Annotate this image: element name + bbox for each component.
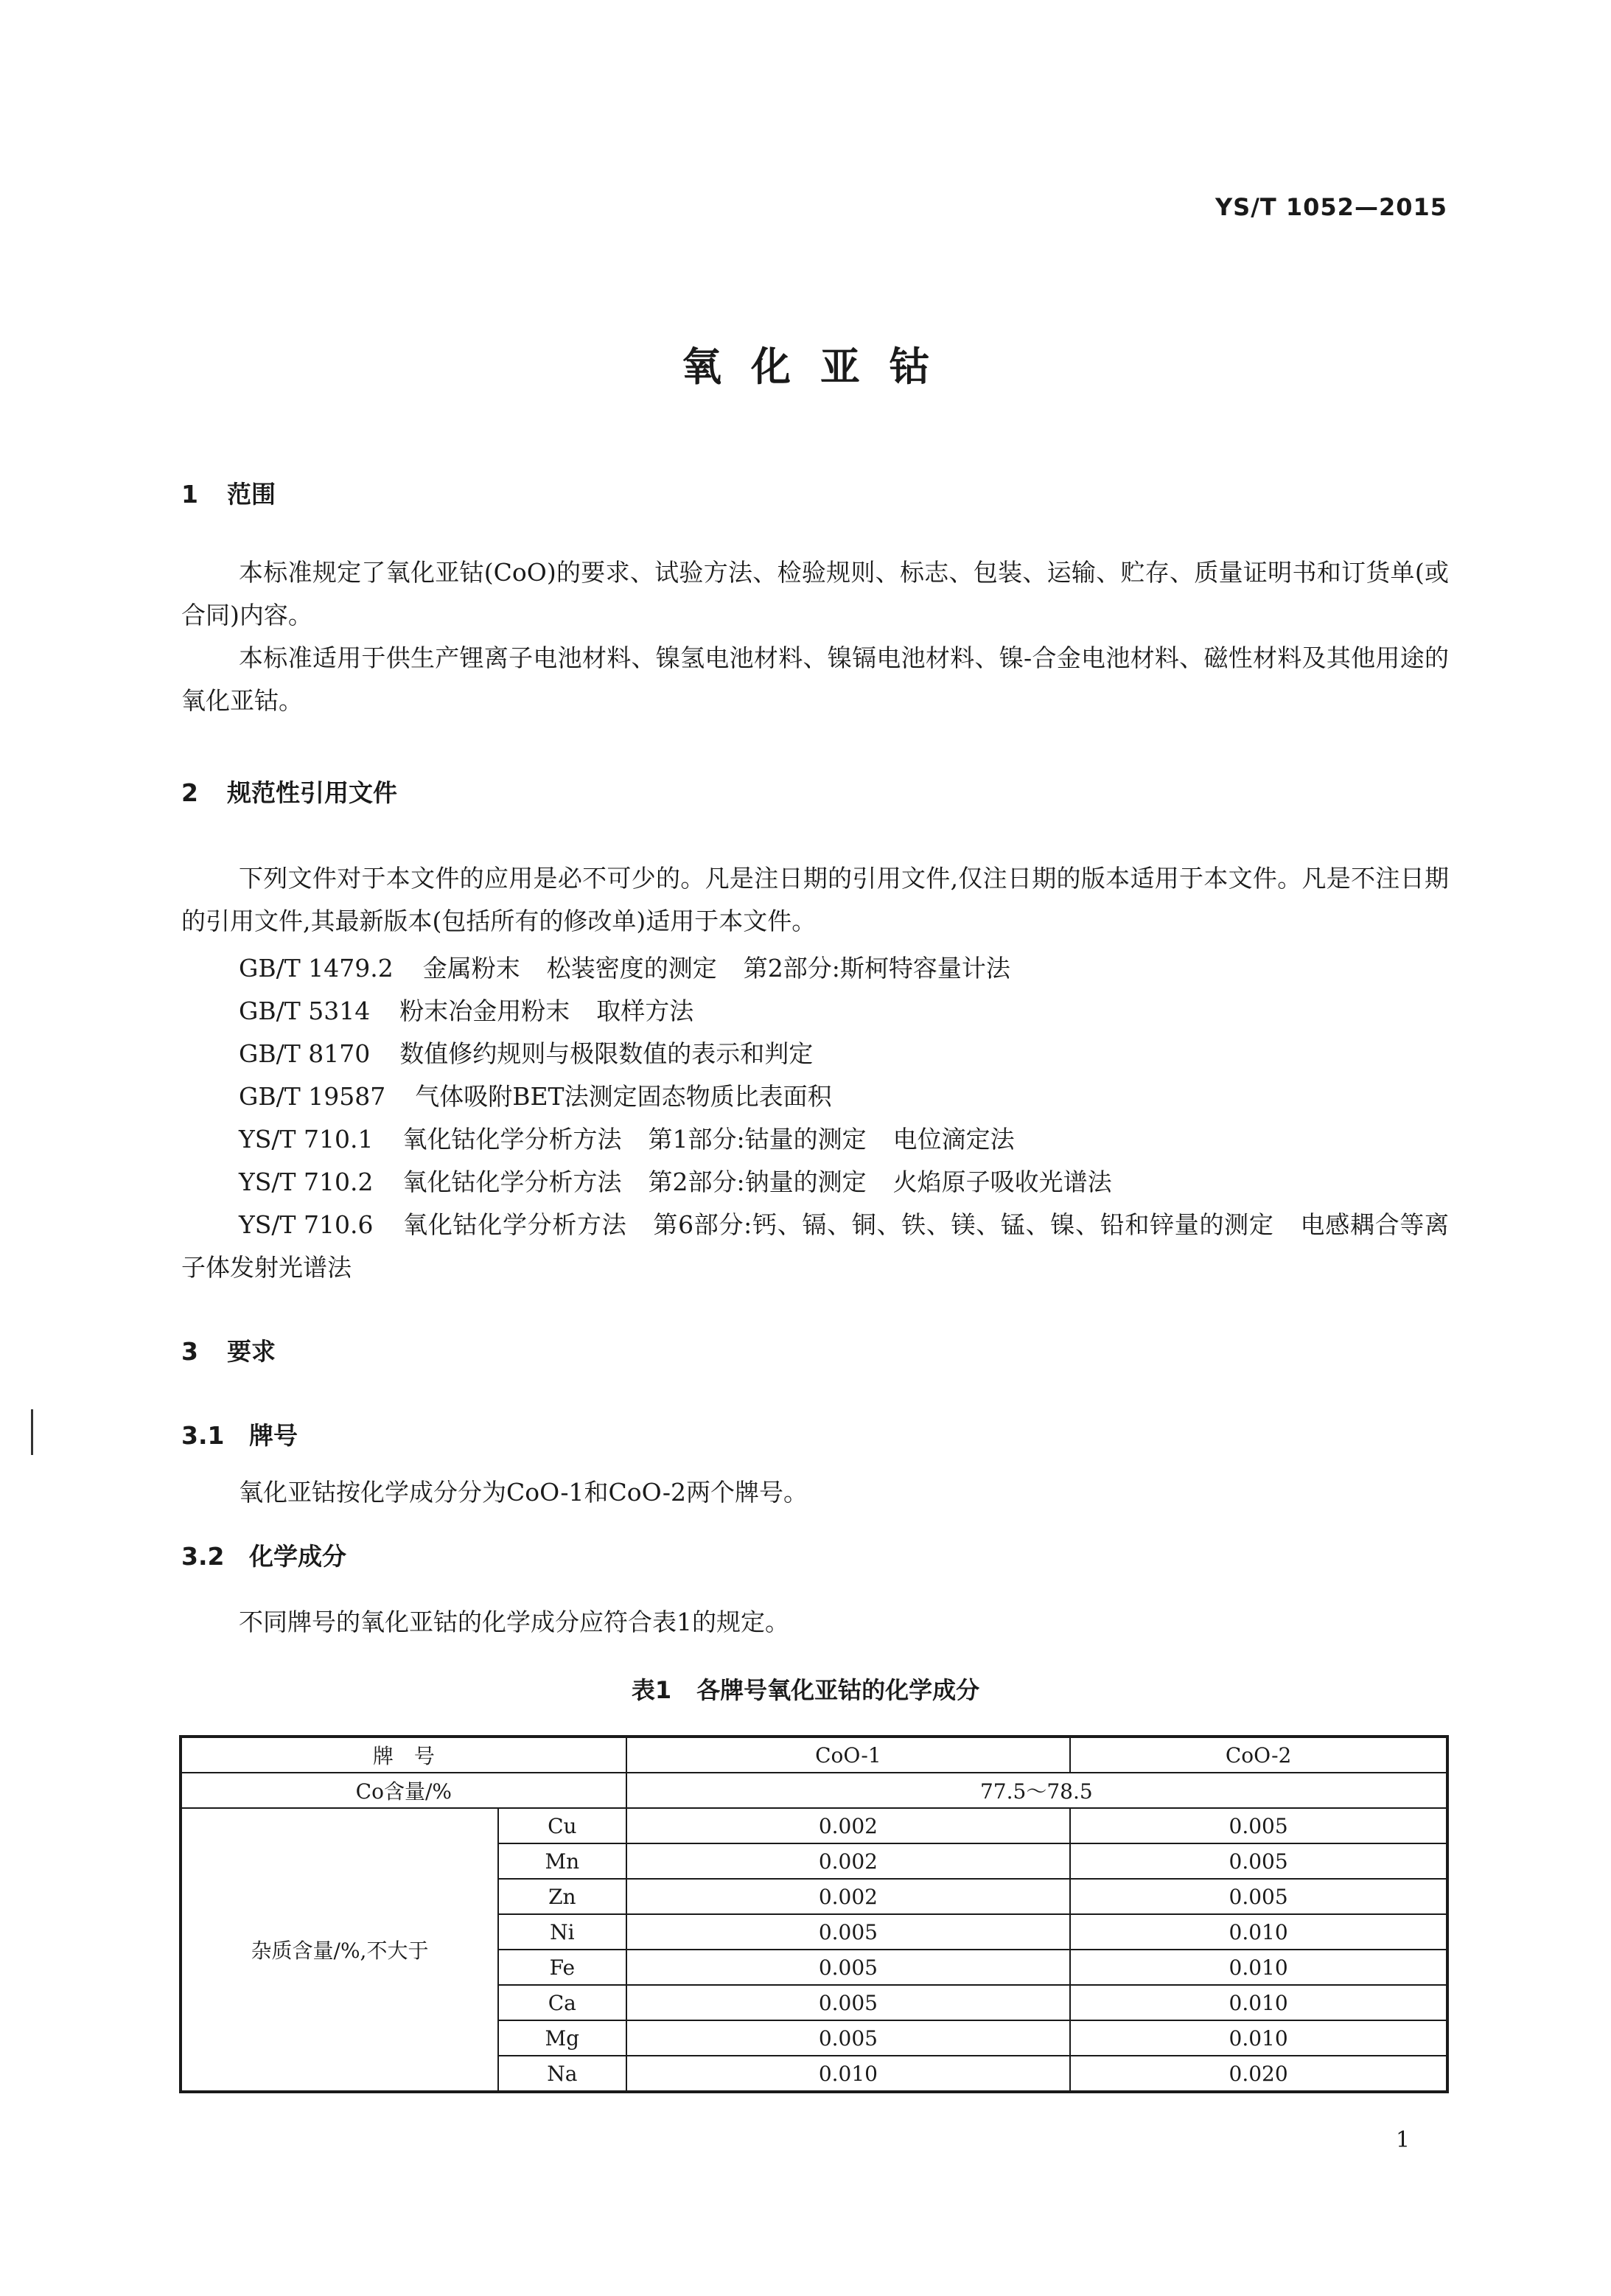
section-title: 化学成分 bbox=[249, 1542, 346, 1571]
reference-subtitle: 取样方法 bbox=[596, 997, 694, 1025]
reference-item bbox=[181, 1033, 1449, 1075]
element-cell: Na bbox=[498, 2056, 626, 2092]
reference-code: GB/T 5314 bbox=[239, 997, 371, 1025]
reference-code: YS/T 710.2 bbox=[239, 1168, 374, 1196]
table-label: 表1 bbox=[631, 1676, 672, 1704]
reference-part: 火焰原子吸收光谱法 bbox=[892, 1168, 1112, 1196]
table-title: 各牌号氧化亚钴的化学成分 bbox=[696, 1676, 980, 1704]
reference-code: GB/T 1479.2 bbox=[239, 954, 394, 983]
reference-subtitle: 第1部分:钴量的测定 bbox=[648, 1125, 867, 1154]
coo2-value: 0.010 bbox=[1070, 1914, 1447, 1950]
section-3-heading bbox=[181, 1333, 276, 1367]
section-number: 2 bbox=[181, 778, 198, 807]
coo2-value: 0.020 bbox=[1070, 2056, 1447, 2092]
reference-item bbox=[181, 1204, 1449, 1289]
coo1-value: 0.005 bbox=[626, 1950, 1071, 1985]
references-intro: 下列文件对于本文件的应用是必不可少的。凡是注日期的引用文件,仅注日期的版本适用于本文件。凡是不注日期的引用文件,其最新版本(包括所有的修改单)适用于本文件。 bbox=[181, 864, 1449, 935]
coo2-value: 0.005 bbox=[1070, 1808, 1447, 1843]
header-coo2: CoO-2 bbox=[1070, 1737, 1447, 1773]
element-cell: Mg bbox=[498, 2020, 626, 2056]
element-cell: Cu bbox=[498, 1808, 626, 1843]
scope-paragraph-2: 本标准适用于供生产锂离子电池材料、镍氢电池材料、镍镉电池材料、镍-合金电池材料、磁性材料及其他用途的氧化亚钴。 bbox=[181, 643, 1449, 715]
scope-paragraph-1: 本标准规定了氧化亚钴(CoO)的要求、试验方法、检验规则、标志、包装、运输、贮存、质量证明书和订货单(或合同)内容。 bbox=[181, 558, 1449, 629]
coo1-value: 0.002 bbox=[626, 1879, 1071, 1914]
coo2-value: 0.010 bbox=[1070, 2020, 1447, 2056]
table-caption bbox=[0, 1672, 1611, 1706]
coo1-value: 0.002 bbox=[626, 1808, 1071, 1843]
coo2-value: 0.010 bbox=[1070, 1985, 1447, 2020]
element-cell: Mn bbox=[498, 1843, 626, 1879]
reference-list bbox=[181, 947, 1449, 1289]
margin-mark bbox=[31, 1409, 33, 1455]
section-2-heading bbox=[181, 774, 397, 809]
reference-code: YS/T 710.1 bbox=[239, 1125, 374, 1154]
reference-code: YS/T 710.6 bbox=[239, 1210, 374, 1239]
reference-title: 氧化钴化学分析方法 bbox=[402, 1125, 622, 1154]
section-1-heading bbox=[181, 475, 276, 510]
reference-title: 数值修约规则与极限数值的表示和判定 bbox=[399, 1039, 814, 1068]
section-3-1-heading bbox=[181, 1417, 298, 1451]
section-number: 1 bbox=[181, 480, 198, 509]
section-number: 3 bbox=[181, 1337, 198, 1366]
header-coo1: CoO-1 bbox=[626, 1737, 1071, 1773]
element-cell: Zn bbox=[498, 1879, 626, 1914]
table-header-row bbox=[181, 1737, 1447, 1773]
reference-item bbox=[181, 1118, 1449, 1161]
coo1-value: 0.005 bbox=[626, 1985, 1071, 2020]
co-content-value: 77.5～78.5 bbox=[626, 1773, 1447, 1808]
table-row bbox=[181, 1808, 1447, 1843]
section-title: 规范性引用文件 bbox=[227, 778, 397, 807]
composition-table bbox=[179, 1735, 1449, 2093]
reference-part: 电位滴定法 bbox=[892, 1125, 1015, 1154]
reference-code: GB/T 8170 bbox=[239, 1039, 371, 1068]
coo2-value: 0.005 bbox=[1070, 1843, 1447, 1879]
section-title: 要求 bbox=[227, 1337, 276, 1366]
reference-part: 电感耦合等离子体发射光谱法 bbox=[181, 1210, 1450, 1282]
element-cell: Fe bbox=[498, 1950, 626, 1985]
coo1-value: 0.002 bbox=[626, 1843, 1071, 1879]
coo2-value: 0.010 bbox=[1070, 1950, 1447, 1985]
reference-code: GB/T 19587 bbox=[239, 1082, 386, 1111]
section-title: 牌号 bbox=[249, 1421, 298, 1450]
element-cell: Ni bbox=[498, 1914, 626, 1950]
page-number: 1 bbox=[1396, 2127, 1411, 2153]
reference-item bbox=[181, 1075, 1449, 1118]
grade-paragraph: 氧化亚钴按化学成分分为CoO-1和CoO-2两个牌号。 bbox=[239, 1478, 808, 1507]
reference-subtitle: 松装密度的测定 bbox=[546, 954, 717, 983]
section-title: 范围 bbox=[227, 480, 276, 509]
reference-part: 第2部分:斯柯特容量计法 bbox=[743, 954, 1010, 983]
reference-title: 金属粉末 bbox=[422, 954, 520, 983]
standard-code: YS/T 1052—2015 bbox=[1215, 193, 1447, 221]
coo2-value: 0.005 bbox=[1070, 1879, 1447, 1914]
document-title: 氧化亚钴 bbox=[682, 343, 959, 390]
coo1-value: 0.005 bbox=[626, 2020, 1071, 2056]
section-number: 3.1 bbox=[181, 1421, 225, 1450]
impurity-label: 杂质含量/%,不大于 bbox=[181, 1808, 498, 2092]
coo1-value: 0.005 bbox=[626, 1914, 1071, 1950]
element-cell: Ca bbox=[498, 1985, 626, 2020]
reference-subtitle: 第6部分:钙、镉、铜、铁、镁、锰、镍、铅和锌量的测定 bbox=[653, 1210, 1274, 1239]
reference-title: 氧化钴化学分析方法 bbox=[402, 1210, 627, 1239]
reference-subtitle: 第2部分:钠量的测定 bbox=[648, 1168, 867, 1196]
composition-paragraph: 不同牌号的氧化亚钴的化学成分应符合表1的规定。 bbox=[239, 1608, 789, 1636]
reference-title: 气体吸附BET法测定固态物质比表面积 bbox=[415, 1082, 832, 1111]
header-grade: 牌 号 bbox=[181, 1737, 626, 1773]
reference-item bbox=[181, 990, 1449, 1033]
reference-title: 氧化钴化学分析方法 bbox=[402, 1168, 622, 1196]
reference-item bbox=[181, 1161, 1449, 1204]
section-number: 3.2 bbox=[181, 1542, 225, 1571]
co-content-label: Co含量/% bbox=[181, 1773, 626, 1808]
reference-item bbox=[181, 947, 1449, 990]
table-row bbox=[181, 1773, 1447, 1808]
reference-title: 粉末冶金用粉末 bbox=[399, 997, 570, 1025]
coo1-value: 0.010 bbox=[626, 2056, 1071, 2092]
section-3-2-heading bbox=[181, 1538, 346, 1572]
